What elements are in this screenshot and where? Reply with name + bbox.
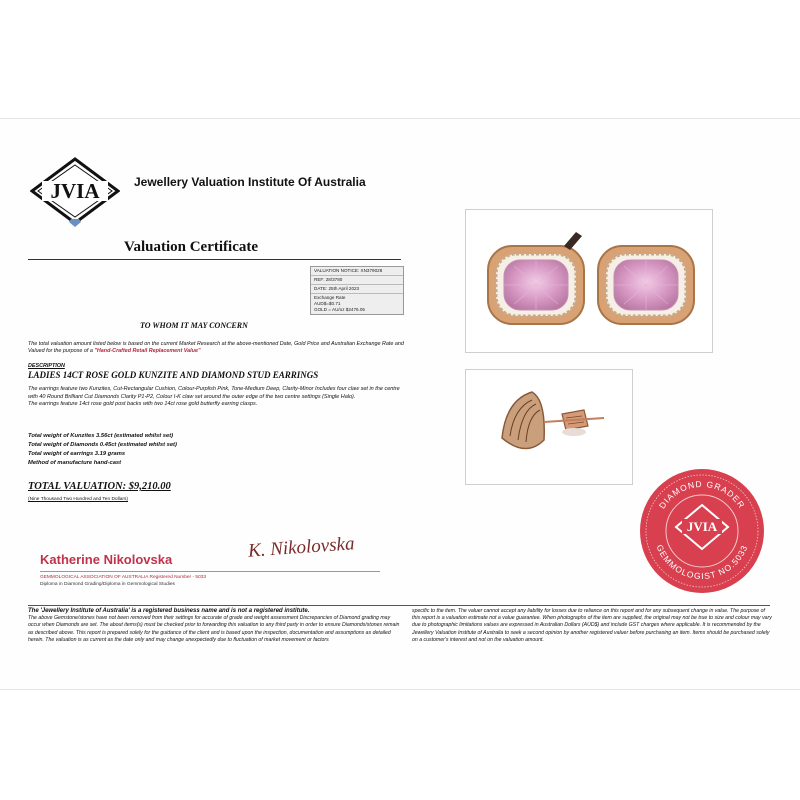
earrings-side-photo	[465, 369, 633, 485]
total-valuation: TOTAL VALUATION: $9,210.00	[28, 481, 171, 492]
description-paragraph: The earrings feature two Kunzites, Cut-Rectangular Cushion, Colour-Purplish Pink, Tone-Medium Deep, Clarity-Minor Includes four claw set in the centre with 40 Round Brilliant Cut Diamonds Clarity P1-P2, Colour I-K claw set around the outer edge of the two centre settings (Single Halo).	[28, 386, 400, 400]
footer-heading: The 'Jewellery Institute of Australia' is a registered business name and is not a registered institute.	[28, 608, 310, 614]
certificate-page	[0, 118, 800, 690]
description-paragraph: The earrings feature 14ct rose gold post backs with two 14ct rose gold butterfly earring clasps.	[28, 401, 258, 407]
valuer-name: Katherine Nikolovska	[40, 552, 173, 567]
intro-highlight: "Hand-Crafted Retail Replacement Value"	[94, 348, 201, 354]
signature-line	[40, 571, 380, 572]
valuer-diploma: Diploma in Diamond Grading/Diploma in Gemmological Studies	[40, 582, 175, 587]
intro-text: The total valuation amount listed below is based on the current Market Research at the above-mentioned Date, Gold Price and Australian Exchange Rate and Valued for the purpose of a	[28, 341, 404, 354]
reference-number: REF: 28/3780	[311, 276, 403, 285]
footer-divider	[28, 605, 770, 606]
footer-disclaimer-right: specific to the item. The valuer cannot accept any liability for losses due to reliance on this report and for any subsequent change in value. The purpose of this report is a valuation estimate not a value guarantee. When photographs of the item are supplied, the original may not be true to size and colour may vary due to photographic limitations values are expressed in Australian Dollars (AUD$) and include GST charges where applicable. It is recommended by the Jewellery Valuation Institute of Australia to seek a second opinion by another registered valuer before purchasing an item. Items should be purchased solely on a customer's interest and not on the valuation amount.	[412, 608, 772, 643]
earrings-front-photo	[465, 209, 713, 353]
footer-disclaimer-left	[28, 608, 404, 644]
institute-name: Jewellery Valuation Institute Of Australia	[134, 175, 366, 189]
exchange-aud: AUD$=$0.71	[314, 301, 341, 306]
right-earring	[598, 246, 694, 324]
intro-paragraph	[28, 341, 408, 355]
weight-line: Method of manufacture hand-cast	[28, 460, 122, 466]
salutation: TO WHOM IT MAY CONCERN	[140, 321, 248, 330]
svg-text:DIAMOND GRADER: DIAMOND GRADER	[656, 478, 748, 511]
footer-left-text: The above Gemstone/stones have not been removed from their settings for accurate of grade and weight assessment Discrepancies of Diamond grading may occur when Diamonds are set. The about items(s) must be checked prior to forwarding this valuation to any third party in order to ensure Diamonds/stones remain as described above. This report is prepared solely for the guidance of the client and is based upon the inspection, documentation and assumptions as detailed herein. The valuation is as current as the date only and may change unexpectedly due to fluctuation of market movement or factors	[28, 615, 400, 643]
weights-list	[28, 432, 177, 468]
earring-side-view	[502, 392, 604, 449]
certificate-date: DATE: 25th April 2023	[311, 285, 403, 294]
svg-text:JVIA: JVIA	[686, 519, 718, 534]
exchange-label: Exchange Rate	[314, 295, 346, 300]
weight-line: Total weight of earrings 3.19 grams	[28, 451, 126, 457]
description-label: DESCRIPTION	[28, 363, 65, 369]
valuer-association: GEMMOLOGICAL ASSOCIATION OF AUSTRALIA Registered Number - 5033	[40, 575, 207, 580]
valuer-credentials	[40, 574, 206, 588]
jvia-logo	[30, 157, 120, 229]
gemmologist-seal	[638, 467, 766, 595]
weight-line: Total weight of Kunzites 3.56ct (estimated whilst set)	[28, 433, 174, 439]
certificate-title: Valuation Certificate	[124, 239, 259, 255]
left-earring	[488, 232, 584, 324]
svg-text:GEMMOLOGIST NO.5033: GEMMOLOGIST NO.5033	[654, 543, 750, 582]
valuation-notice: VALUATION NOTICE: XN379028	[311, 267, 403, 276]
weight-line: Total weight of Diamonds 0.45ct (estimated whilst set)	[28, 442, 177, 448]
total-in-words: (Nine Thousand Two Hundred and Ten Dollars)	[28, 497, 128, 502]
certificate-meta-box	[310, 266, 404, 315]
gold-rate: GOLD = AU/oz $2476.05	[314, 307, 365, 312]
valuer-signature: K. Nikolovska	[247, 533, 356, 562]
exchange-rates	[311, 294, 403, 314]
title-divider	[28, 259, 401, 260]
item-description	[28, 386, 406, 409]
svg-text:JVIA: JVIA	[50, 179, 100, 203]
item-title: LADIES 14CT ROSE GOLD KUNZITE AND DIAMOND STUD EARRINGS	[28, 370, 319, 380]
